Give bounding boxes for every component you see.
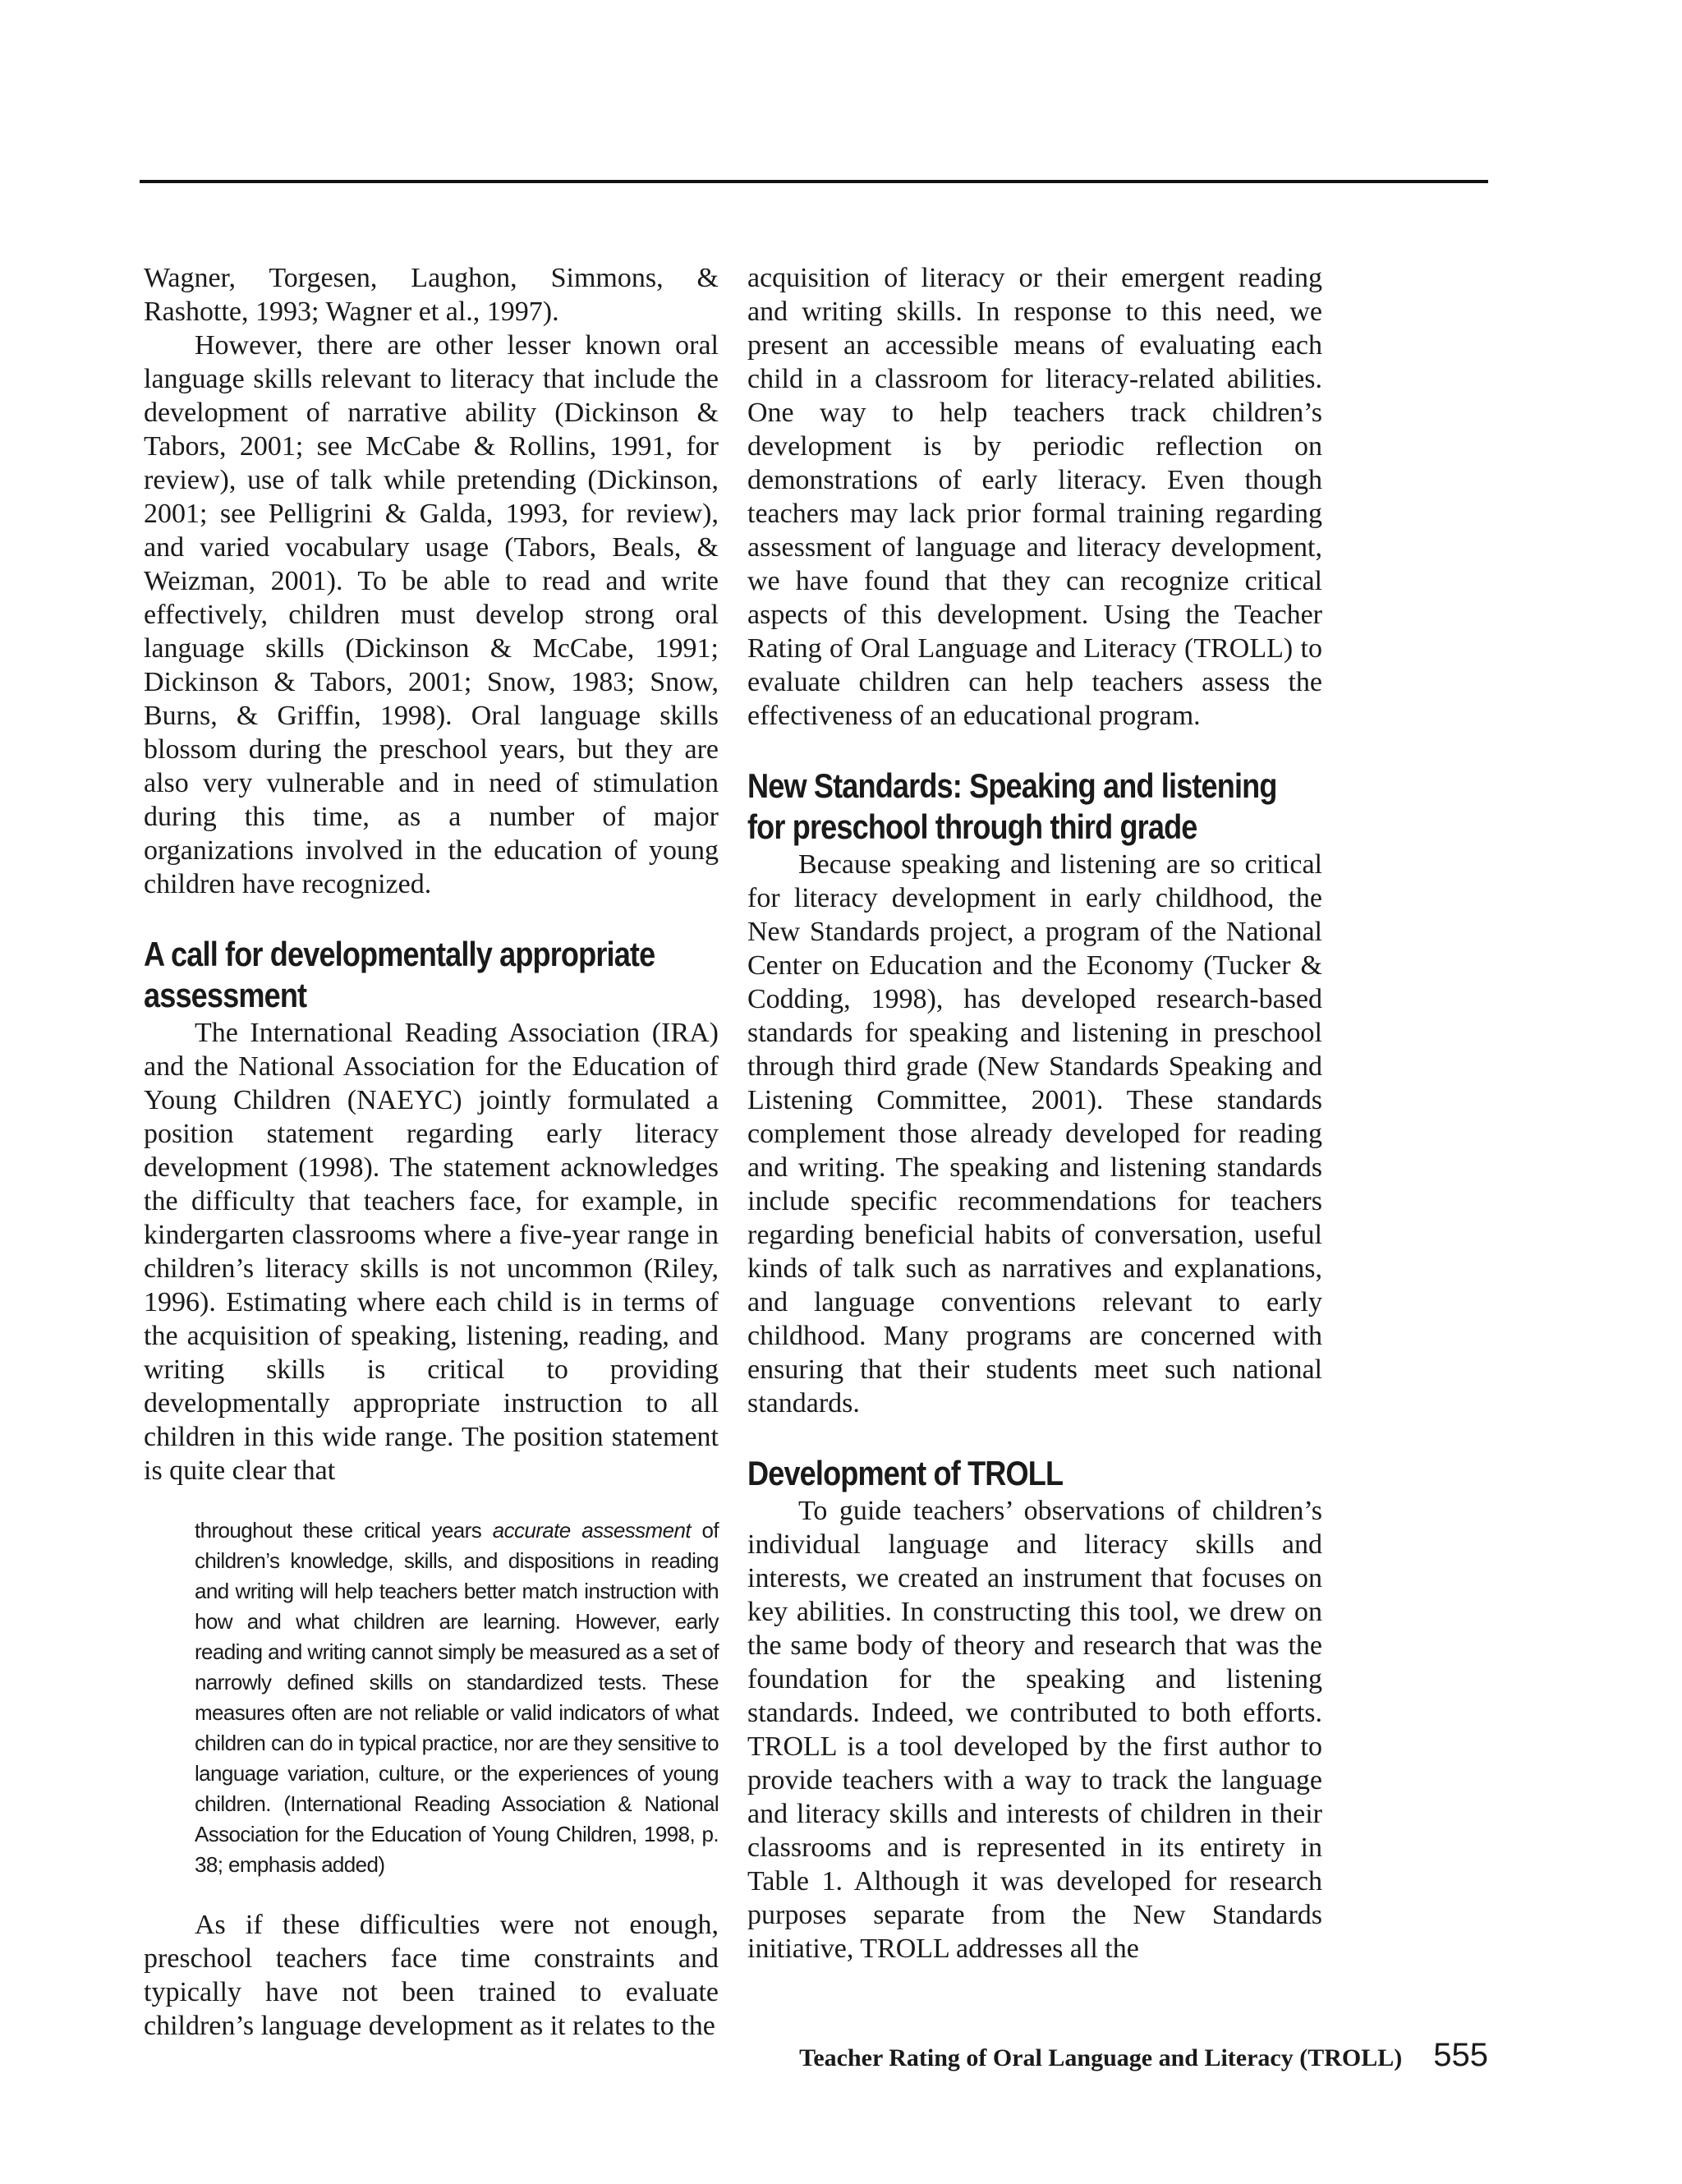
- quote-text-after: of children’s knowledge, skills, and dispositions in reading and writing will help teachers better match instruction with how and what children are learning. However, early reading and writing cannot simply be measured as a set of narrowly defined skills on standardized tests. These measures often are not reliable or valid indicators of what children can do in typical practice, nor are they sensitive to language variation, culture, or the experiences of young children. (International Reading Association & National Association for the Education of Young Children, 1998, p. 38; emphasis added): [195, 1518, 719, 1877]
- block-quote: [195, 1515, 719, 1880]
- left-paragraph-1: Wagner, Torgesen, Laughon, Simmons, & Rashotte, 1993; Wagner et al., 1997).: [144, 263, 719, 327]
- page-number: 555: [1433, 2037, 1488, 2073]
- section-heading-assessment: A call for developmentally appropriate assessment: [144, 935, 655, 1014]
- right-paragraph-2: Because speaking and listening are so critical for literacy development in early childhood, the New Standards project, a program of the National Center on Education and the Economy (Tucker & Codding, 1998), has developed research-based standards for speaking and listening in preschool through third grade (New Standards Speaking and Listening Committee, 2001). These standards complement those already developed for reading and writing. The speaking and listening standards include specific recommendations for teachers regarding beneficial habits of conversation, useful kinds of talk such as narratives and explanations, and language conventions relevant to early childhood. Many programs are concerned with ensuring that their students meet such national standards.: [747, 849, 1322, 1418]
- section-heading-troll: Development of TROLL: [747, 1454, 1064, 1492]
- quote-emphasis: accurate assessment: [492, 1518, 691, 1543]
- right-paragraph-1: acquisition of literacy or their emergent reading and writing skills. In response to this need, we present an accessible means of evaluating each child in a classroom for literacy-related abilities. One way to help teachers track children’s development is by periodic reflection on demonstrations of early literacy. Even though teachers may lack prior formal training regarding assessment of language and literacy development, we have found that they can recognize critical aspects of this development. Using the Teacher Rating of Oral Language and Literacy (TROLL) to evaluate children can help teachers assess the effectiveness of an educational program.: [747, 263, 1322, 731]
- left-paragraph-2: However, there are other lesser known oral language skills relevant to literacy that include the development of narrative ability (Dickinson & Tabors, 2001; see McCabe & Rollins, 1991, for review), use of talk while pretending (Dickinson, 2001; see Pelligrini & Galda, 1993, for review), and varied vocabulary usage (Tabors, Beals, & Weizman, 2001). To be able to read and write effectively, children must develop strong oral language skills (Dickinson & McCabe, 1991; Dickinson & Tabors, 2001; Snow, 1983; Snow, Burns, & Griffin, 1998). Oral language skills blossom during the preschool years, but they are also very vulnerable and in need of stimulation during this time, as a number of major organizations involved in the education of young children have recognized.: [144, 330, 719, 899]
- left-column: [144, 261, 719, 2043]
- left-paragraph-4: As if these difficulties were not enough, preschool teachers face time constraints and typically have not been trained to evaluate children’s language development as it relates to the: [144, 1910, 719, 2041]
- right-column: [747, 261, 1322, 1966]
- left-paragraph-3: The International Reading Association (IRA) and the National Association for the Education of Young Children (NAEYC) jointly formulated a position statement regarding early literacy development (1998). The statement acknowledges the difficulty that teachers face, for example, in kindergarten classrooms where a five-year range in children’s literacy skills is not uncommon (Riley, 1996). Estimating where each child is in terms of the acquisition of speaking, listening, reading, and writing skills is critical to providing developmentally appropriate instruction to all children in this wide range. The position statement is quite clear that: [144, 1018, 719, 1486]
- header-rule: [140, 180, 1488, 183]
- running-title: Teacher Rating of Oral Language and Literacy (TROLL): [799, 2044, 1403, 2071]
- quote-text-before: throughout these critical years: [195, 1518, 482, 1543]
- section-heading-new-standards: New Standards: Speaking and listening for preschool through third grade: [747, 766, 1277, 846]
- page-footer: [799, 2037, 1488, 2074]
- right-paragraph-3: To guide teachers’ observations of children’s individual language and literacy skills and interests, we created an instrument that focuses on key abilities. In constructing this tool, we drew on the same body of theory and research that was the foundation for the speaking and listening standards. Indeed, we contributed to both efforts. TROLL is a tool developed by the first author to provide teachers with a way to track the language and literacy skills and interests of children in their classrooms and is represented in its entirety in Table 1. Although it was developed for research purposes separate from the New Standards initiative, TROLL addresses all the: [747, 1496, 1322, 1964]
